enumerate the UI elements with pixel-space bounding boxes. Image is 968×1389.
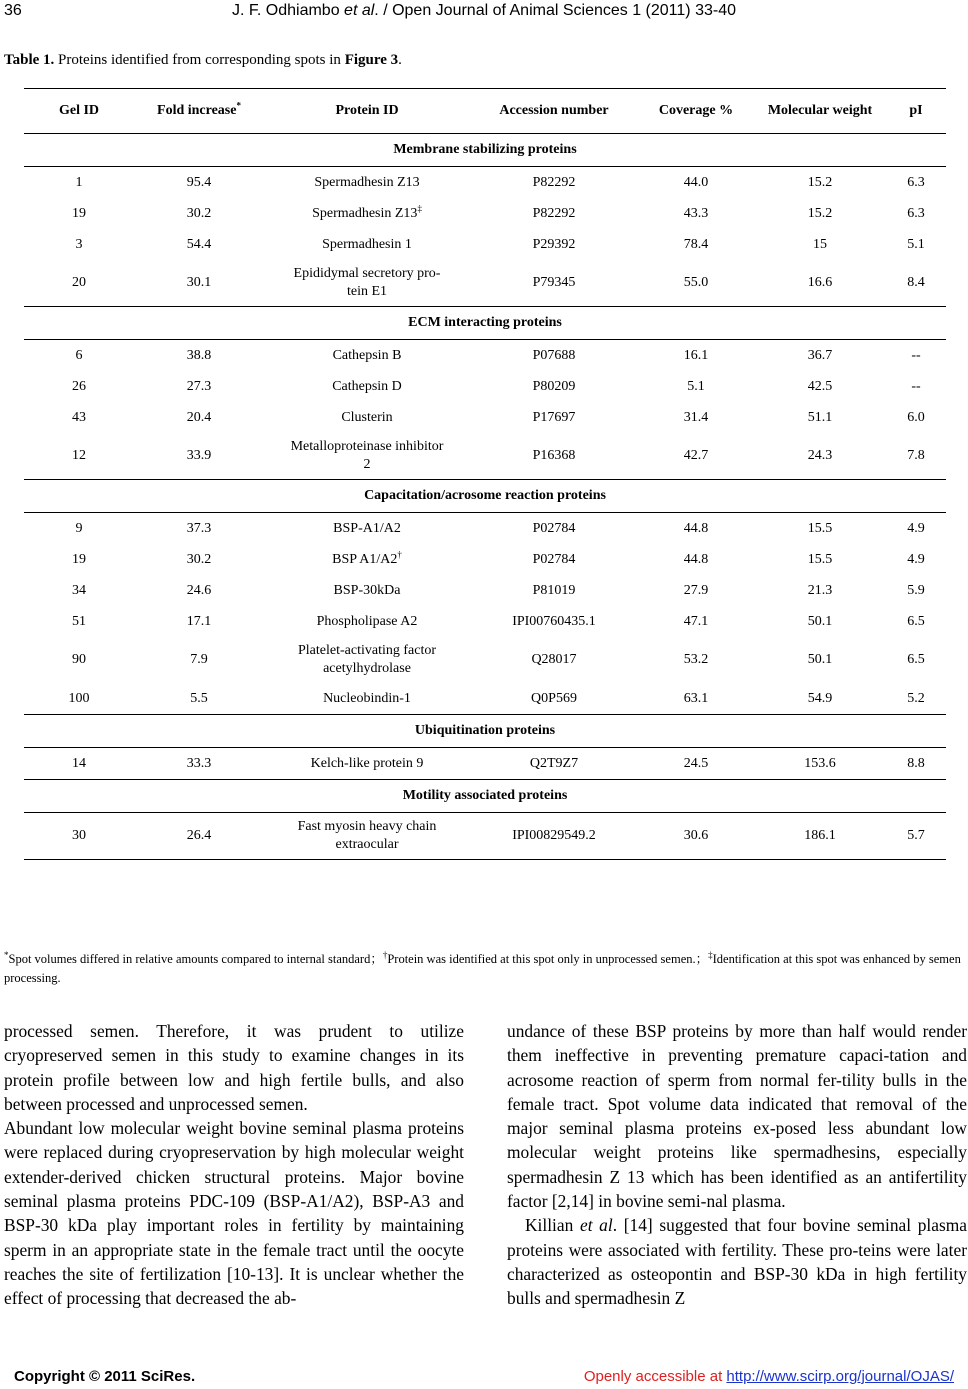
cell-coverage: 78.4 <box>683 236 709 252</box>
cell-gel-id: 100 <box>24 683 134 715</box>
open-access-label: Openly accessible at <box>583 1368 727 1385</box>
cell-accession: P02784 <box>532 520 576 536</box>
cell-protein-id: BSP-A1/A2 <box>333 520 401 536</box>
cell-gel-id: 20 <box>24 260 134 307</box>
cell-molecular-weight: 50.1 <box>807 652 833 667</box>
cell-accession: P17697 <box>532 409 576 425</box>
running-title-journal: . / Open Journal of Animal Sciences 1 (2011) 33-40 <box>374 2 736 19</box>
section-header-row <box>24 307 946 340</box>
cell-protein-id: BSP-30kDa <box>333 582 401 598</box>
section-header-row <box>24 134 946 167</box>
cell-molecular-weight: 15.5 <box>807 520 833 536</box>
cell-coverage: 47.1 <box>683 613 709 629</box>
cell-accession: Q2T9Z7 <box>470 748 638 780</box>
cell-fold-increase: 5.5 <box>134 683 264 715</box>
cell-accession: P07688 <box>532 347 576 363</box>
table-caption-label: Table 1. <box>4 52 55 68</box>
page-header <box>0 0 968 26</box>
cell-molecular-weight: 15 <box>813 236 827 252</box>
running-title <box>0 2 968 20</box>
running-title-etal: et al <box>344 2 375 19</box>
table-row <box>24 229 946 260</box>
cell-pi: -- <box>911 347 921 363</box>
cell-fold-increase: 33.3 <box>134 748 264 780</box>
cell-molecular-weight: 51.1 <box>807 409 833 425</box>
table-row <box>24 433 946 480</box>
cell-fold-increase: 37.3 <box>186 520 212 536</box>
cell-gel-id: 12 <box>24 433 134 480</box>
cell-molecular-weight: 186.1 <box>754 813 886 860</box>
section-header-row <box>24 715 946 748</box>
col-header-molecular-weight: Molecular weight <box>754 89 886 134</box>
cell-pi: 5.1 <box>907 236 925 252</box>
cell-accession: P82292 <box>532 174 576 190</box>
cell-coverage: 24.5 <box>638 748 754 780</box>
table-caption <box>4 52 402 69</box>
cell-protein-id <box>264 544 470 575</box>
section-header-row <box>24 480 946 513</box>
cell-molecular-weight: 54.9 <box>754 683 886 715</box>
table-row <box>24 513 946 545</box>
col-header-fold-increase <box>134 89 264 134</box>
cell-protein-id: Fast myosin heavy chain extraocular <box>264 813 470 860</box>
cell-protein-id: Platelet-activating factor acetylhydrolase <box>298 643 436 676</box>
cell-coverage: 44.8 <box>683 551 709 567</box>
cell-pi: 5.9 <box>907 582 925 598</box>
cell-fold-increase: 30.2 <box>186 551 212 567</box>
cell-coverage: 44.0 <box>683 174 709 190</box>
cell-molecular-weight: 15.2 <box>807 205 833 221</box>
cell-coverage: 31.4 <box>683 409 709 425</box>
cell-protein-id: Cathepsin D <box>332 378 402 394</box>
cell-fold-increase: 20.4 <box>186 409 212 425</box>
cell-gel-id: 19 <box>72 205 86 221</box>
cell-accession: P80209 <box>532 378 576 394</box>
cell-molecular-weight: 50.1 <box>807 613 833 629</box>
page-number: 36 <box>4 2 22 19</box>
cell-protein-id: Cathepsin B <box>332 347 402 363</box>
cell-fold-increase: 17.1 <box>186 613 212 629</box>
cell-coverage: 42.7 <box>638 433 754 480</box>
cell-protein-id: Kelch-like protein 9 <box>264 748 470 780</box>
cell-pi: 6.0 <box>907 409 925 425</box>
table-row <box>24 402 946 433</box>
table-footnote <box>4 950 968 988</box>
cell-coverage: 27.9 <box>683 582 709 598</box>
table-row <box>24 544 946 575</box>
cell-accession: IPI00760435.1 <box>512 613 596 629</box>
footnote-mark-double-dagger: ‡ <box>708 949 713 960</box>
col-header-gel-id: Gel ID <box>24 89 134 134</box>
right-paragraph-2-text: . [14] suggested that four bovine seminal plasma proteins were associated with fertility. These pro-teins were later characterized as osteopontin and BSP-30 kDa in high fertility bulls and spermadhesin Z <box>507 1215 967 1309</box>
cell-gel-id: 43 <box>72 409 86 425</box>
journal-link[interactable]: http://www.scirp.org/journal/OJAS/ <box>726 1368 954 1385</box>
protein-footnote-mark: ‡ <box>417 202 422 213</box>
section-title: Ubiquitination proteins <box>24 715 946 748</box>
cell-molecular-weight: 24.3 <box>754 433 886 480</box>
cell-accession: P02784 <box>532 551 576 567</box>
cell-pi: 7.8 <box>886 433 946 480</box>
cell-gel-id: 34 <box>72 582 86 598</box>
cell-fold-increase: 38.8 <box>186 347 212 363</box>
section-title: Capacitation/acrosome reaction proteins <box>24 480 946 513</box>
cell-accession: Q28017 <box>531 652 577 667</box>
col-header-pi: pI <box>886 89 946 134</box>
cell-coverage: 16.1 <box>683 347 709 363</box>
cell-pi: -- <box>911 378 921 394</box>
cell-molecular-weight: 16.6 <box>754 260 886 307</box>
protein-name: BSP A1/A2 <box>332 551 398 567</box>
cell-molecular-weight: 15.5 <box>807 551 833 567</box>
table-row <box>24 748 946 780</box>
cell-fold-increase: 27.3 <box>186 378 212 394</box>
table-row <box>24 683 946 715</box>
protein-footnote-mark: † <box>397 548 402 559</box>
open-access-notice <box>584 1368 954 1385</box>
cell-pi: 5.2 <box>886 683 946 715</box>
cell-coverage: 5.1 <box>687 378 705 394</box>
cell-gel-id: 9 <box>75 520 83 536</box>
cell-protein-id: Metalloproteinase inhibitor 2 <box>264 433 470 480</box>
cell-gel-id: 1 <box>75 174 83 190</box>
footnote-text-3: Identification at this spot was enhanced by semen processing. <box>4 952 961 985</box>
left-paragraph-2: Abundant low molecular weight bovine seminal plasma proteins were replaced during cryopreservation by high molecular weight extender-derived chicken structural proteins. Major bovine seminal plasma proteins PDC-109 (BSP-A1/A2), BSP-A3 and BSP-30 kDa play important roles in fertility by maintaining sperm in an appropriate state in the female tract until the oocyte reaches the site of fertilization [10-13]. It is unclear whether the effect of processing that decreased the ab- <box>4 1118 464 1309</box>
table-row <box>24 813 946 860</box>
table-caption-text: Proteins identified from corresponding spots in <box>54 52 345 68</box>
cell-molecular-weight: 15.2 <box>807 174 833 190</box>
cell-gel-id: 90 <box>72 652 86 667</box>
col-header-protein-id: Protein ID <box>264 89 470 134</box>
table-row <box>24 575 946 606</box>
right-paragraph-2-etal: et al <box>579 1215 613 1236</box>
protein-name: Spermadhesin Z13 <box>312 205 418 221</box>
cell-protein-id: Spermadhesin Z13 <box>314 174 420 190</box>
cell-pi: 6.3 <box>907 205 925 221</box>
cell-gel-id: 26 <box>72 378 86 394</box>
cell-fold-increase: 7.9 <box>190 652 208 667</box>
col-header-fold-increase-label: Fold increase <box>157 103 237 118</box>
cell-pi: 6.5 <box>907 613 925 629</box>
fold-increase-footnote-mark: * <box>236 100 241 111</box>
cell-pi: 8.8 <box>886 748 946 780</box>
cell-coverage: 43.3 <box>683 205 709 221</box>
cell-gel-id: 19 <box>72 551 86 567</box>
cell-protein-id: Epididymal secretory pro-tein E1 <box>264 260 470 307</box>
table-caption-figure-ref: Figure 3 <box>344 52 399 68</box>
cell-fold-increase: 30.2 <box>186 205 212 221</box>
cell-molecular-weight: 42.5 <box>807 378 833 394</box>
col-header-coverage: Coverage % <box>638 89 754 134</box>
cell-protein-id <box>264 198 470 229</box>
cell-protein-id: Clusterin <box>341 409 393 425</box>
cell-accession: P82292 <box>532 205 576 221</box>
table-row <box>24 637 946 683</box>
table-body <box>24 134 946 860</box>
footnote-mark-dagger: † <box>382 949 388 960</box>
section-header-row <box>24 780 946 813</box>
cell-coverage: 30.6 <box>638 813 754 860</box>
left-paragraph-1: processed semen. Therefore, it was prudent to utilize cryopreserved semen in this study to examine changes in its protein profile between low and high fertile bulls, and also between processed and unprocessed semen. <box>4 1021 464 1114</box>
right-paragraph-1: undance of these BSP proteins by more than half would render them ineffective in preventing premature capaci-tation and acrosome reaction of sperm from normal fer-tility bulls in the female tract. Spot volume data indicated that removal of the major seminal plasma proteins ex-posed less abundant low molecular weight proteins like spermadhesins, especially spermadhesin Z 13 which has been identified as an antifertility factor [2,14] in bovine semi-nal plasma. <box>507 1021 967 1212</box>
body-column-right <box>507 1019 967 1311</box>
cell-pi: 6.3 <box>907 174 925 190</box>
cell-accession: P79345 <box>470 260 638 307</box>
table-header-row <box>24 89 946 134</box>
cell-coverage: 44.8 <box>683 520 709 536</box>
right-paragraph-2-author: Killian <box>525 1215 580 1236</box>
cell-gel-id: 3 <box>75 236 83 252</box>
cell-fold-increase: 24.6 <box>186 582 212 598</box>
cell-fold-increase: 54.4 <box>186 236 212 252</box>
copyright-notice: Copyright © 2011 SciRes. <box>14 1368 196 1385</box>
table-row <box>24 198 946 229</box>
cell-gel-id: 6 <box>75 347 83 363</box>
footnote-mark-asterisk: * <box>4 949 9 960</box>
section-title: Motility associated proteins <box>24 780 946 813</box>
cell-gel-id: 14 <box>24 748 134 780</box>
cell-fold-increase: 95.4 <box>186 174 212 190</box>
cell-fold-increase: 33.9 <box>134 433 264 480</box>
section-title: Membrane stabilizing proteins <box>24 134 946 167</box>
cell-protein-id: Spermadhesin 1 <box>322 236 412 252</box>
cell-protein-id: Nucleobindin-1 <box>264 683 470 715</box>
cell-molecular-weight: 153.6 <box>754 748 886 780</box>
footnote-text-2: Protein was identified at this spot only in unprocessed semen.； <box>387 952 709 966</box>
protein-table <box>24 88 946 860</box>
table-caption-end: . <box>398 52 402 68</box>
cell-accession: Q0P569 <box>470 683 638 715</box>
cell-pi: 8.4 <box>886 260 946 307</box>
right-paragraph-2 <box>507 1213 967 1310</box>
footnote-text-1: Spot volumes differed in relative amounts compared to internal standard； <box>8 952 383 966</box>
cell-pi: 6.5 <box>907 652 925 667</box>
table-row <box>24 606 946 637</box>
cell-fold-increase: 26.4 <box>134 813 264 860</box>
cell-accession: IPI00829549.2 <box>470 813 638 860</box>
cell-fold-increase: 30.1 <box>134 260 264 307</box>
cell-gel-id: 30 <box>24 813 134 860</box>
cell-accession: P16368 <box>470 433 638 480</box>
cell-molecular-weight: 21.3 <box>807 582 833 598</box>
cell-molecular-weight: 36.7 <box>807 347 833 363</box>
cell-accession: P29392 <box>532 236 576 252</box>
running-title-authors: J. F. Odhiambo <box>232 2 345 19</box>
body-column-left <box>4 1019 464 1311</box>
cell-coverage: 55.0 <box>638 260 754 307</box>
cell-accession: P81019 <box>532 582 576 598</box>
table-row <box>24 167 946 199</box>
table-row <box>24 340 946 372</box>
table-row <box>24 260 946 307</box>
cell-pi: 4.9 <box>907 520 925 536</box>
cell-protein-id: Phospholipase A2 <box>316 613 418 629</box>
cell-gel-id: 51 <box>72 613 86 629</box>
col-header-accession: Accession number <box>470 89 638 134</box>
cell-coverage: 53.2 <box>683 652 709 667</box>
section-title: ECM interacting proteins <box>24 307 946 340</box>
table-row <box>24 371 946 402</box>
cell-pi: 5.7 <box>886 813 946 860</box>
cell-pi: 4.9 <box>907 551 925 567</box>
cell-coverage: 63.1 <box>638 683 754 715</box>
